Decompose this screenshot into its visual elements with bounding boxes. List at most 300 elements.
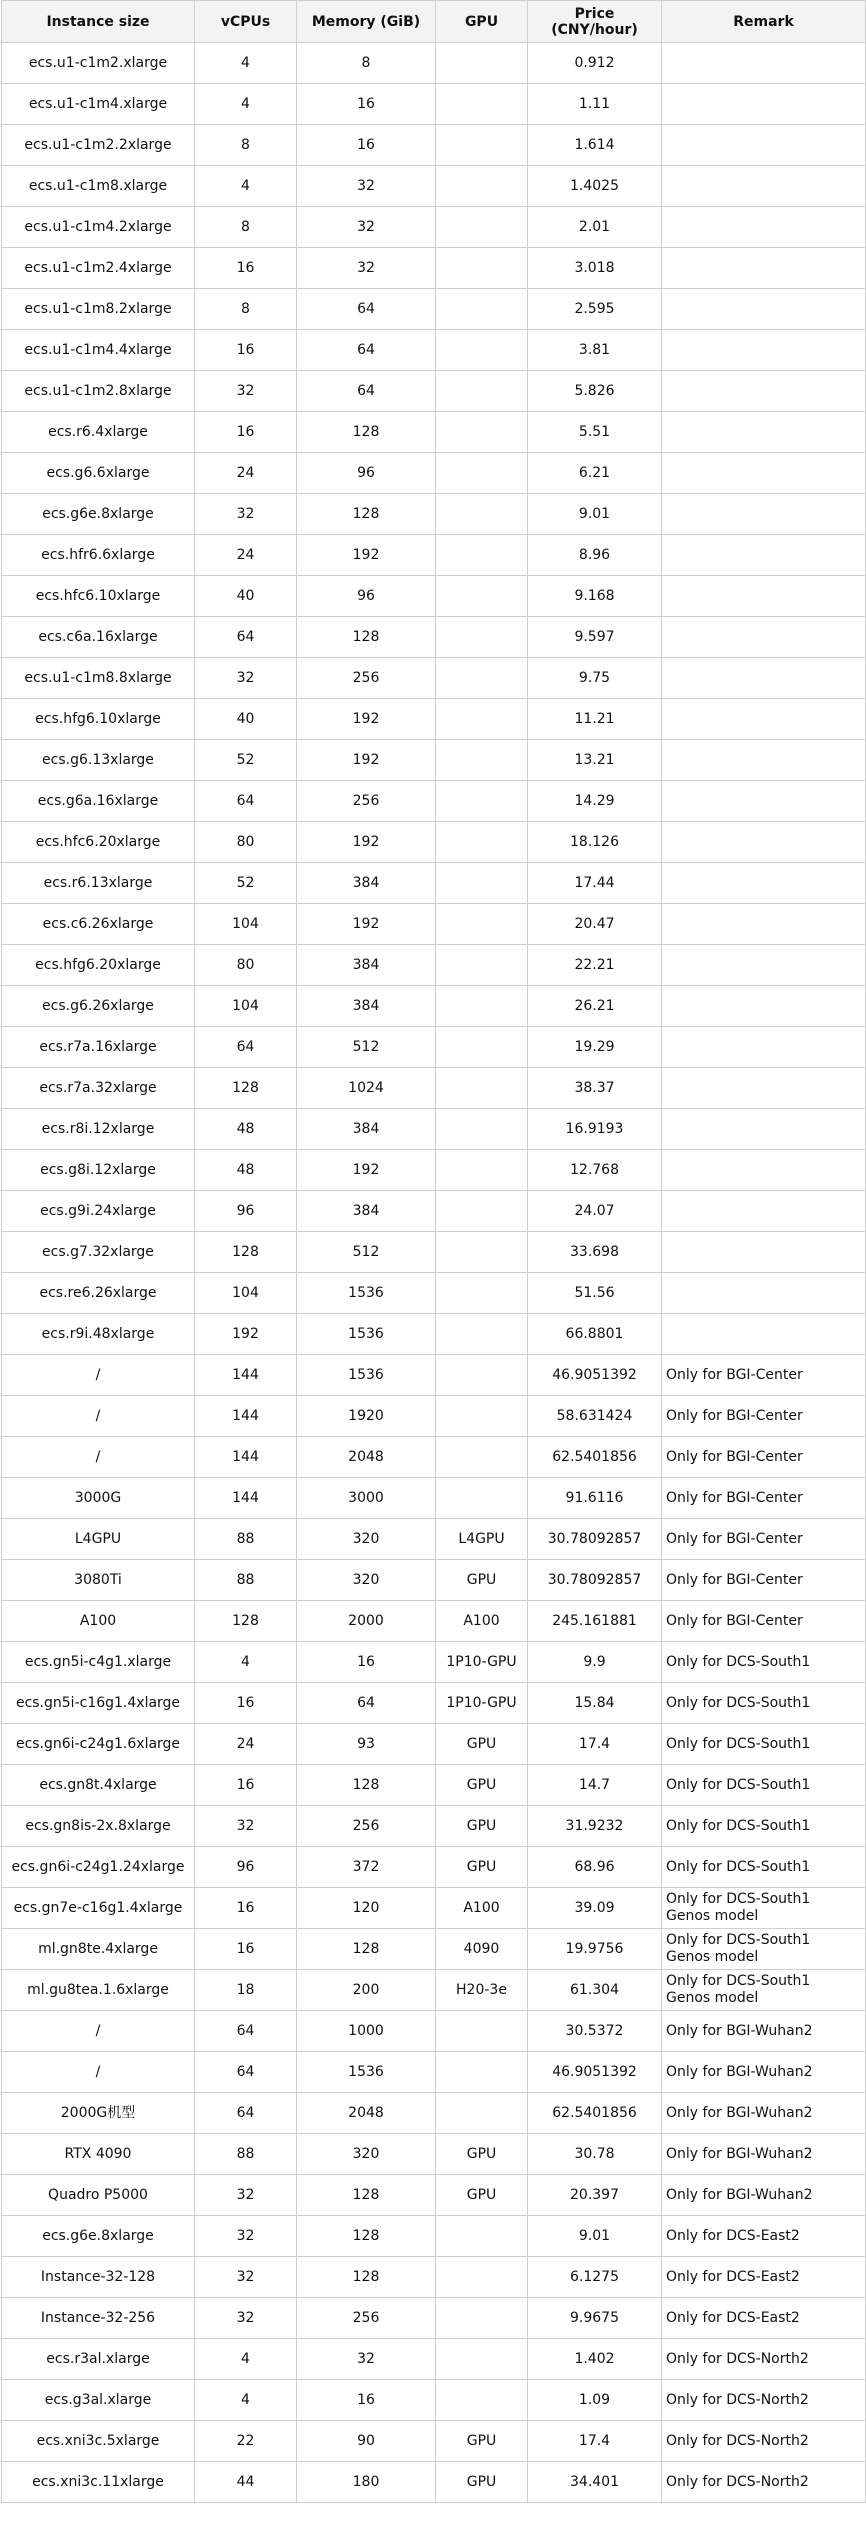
- header-price: Price (CNY/hour): [528, 1, 662, 43]
- table-row: [2, 2339, 866, 2380]
- cell-instance-size: ecs.r9i.48xlarge: [2, 1314, 195, 1355]
- table-row: [2, 2052, 866, 2093]
- cell-gpu: A100: [436, 1888, 528, 1929]
- table-row: [2, 248, 866, 289]
- cell-vcpus: 48: [195, 1109, 297, 1150]
- cell-memory: 1000: [297, 2011, 436, 2052]
- table-body: [2, 43, 866, 2503]
- cell-vcpus: 32: [195, 658, 297, 699]
- cell-gpu: [436, 412, 528, 453]
- cell-memory: 32: [297, 166, 436, 207]
- cell-instance-size: ecs.gn8t.4xlarge: [2, 1765, 195, 1806]
- cell-price: 19.29: [528, 1027, 662, 1068]
- cell-price: 19.9756: [528, 1929, 662, 1970]
- cell-price: 1.11: [528, 84, 662, 125]
- cell-price: 17.44: [528, 863, 662, 904]
- cell-remark: Only for BGI-Wuhan2: [662, 2175, 866, 2216]
- table-row: [2, 1027, 866, 1068]
- cell-gpu: [436, 945, 528, 986]
- cell-gpu: [436, 863, 528, 904]
- cell-memory: 16: [297, 2380, 436, 2421]
- cell-instance-size: Instance-32-128: [2, 2257, 195, 2298]
- cell-gpu: [436, 658, 528, 699]
- table-row: [2, 43, 866, 84]
- cell-gpu: [436, 125, 528, 166]
- cell-instance-size: ecs.gn7e-c16g1.4xlarge: [2, 1888, 195, 1929]
- cell-price: 39.09: [528, 1888, 662, 1929]
- cell-remark: Only for DCS-East2: [662, 2298, 866, 2339]
- cell-remark: [662, 125, 866, 166]
- cell-remark: [662, 1150, 866, 1191]
- cell-memory: 256: [297, 781, 436, 822]
- cell-gpu: GPU: [436, 1560, 528, 1601]
- cell-memory: 384: [297, 1109, 436, 1150]
- cell-price: 12.768: [528, 1150, 662, 1191]
- cell-gpu: [436, 166, 528, 207]
- cell-instance-size: ml.gu8tea.1.6xlarge: [2, 1970, 195, 2011]
- cell-remark: [662, 658, 866, 699]
- cell-vcpus: 24: [195, 453, 297, 494]
- cell-memory: 96: [297, 453, 436, 494]
- table-row: [2, 371, 866, 412]
- cell-instance-size: ecs.g6.26xlarge: [2, 986, 195, 1027]
- cell-instance-size: ecs.hfr6.6xlarge: [2, 535, 195, 576]
- cell-memory: 93: [297, 1724, 436, 1765]
- cell-price: 9.75: [528, 658, 662, 699]
- cell-price: 2.595: [528, 289, 662, 330]
- cell-vcpus: 44: [195, 2462, 297, 2503]
- cell-instance-size: ecs.gn6i-c24g1.24xlarge: [2, 1847, 195, 1888]
- cell-memory: 1536: [297, 1273, 436, 1314]
- cell-instance-size: 3080Ti: [2, 1560, 195, 1601]
- cell-instance-size: ecs.gn8is-2x.8xlarge: [2, 1806, 195, 1847]
- cell-vcpus: 32: [195, 371, 297, 412]
- cell-price: 6.21: [528, 453, 662, 494]
- table-row: [2, 1232, 866, 1273]
- cell-remark: Only for DCS-North2: [662, 2462, 866, 2503]
- cell-gpu: [436, 1027, 528, 1068]
- cell-price: 68.96: [528, 1847, 662, 1888]
- cell-remark: Only for BGI-Center: [662, 1355, 866, 1396]
- cell-price: 15.84: [528, 1683, 662, 1724]
- table-row: [2, 1888, 866, 1929]
- table-row: [2, 1068, 866, 1109]
- cell-instance-size: ecs.g3al.xlarge: [2, 2380, 195, 2421]
- cell-gpu: [436, 1437, 528, 1478]
- cell-gpu: [436, 494, 528, 535]
- cell-gpu: GPU: [436, 1806, 528, 1847]
- cell-price: 245.161881: [528, 1601, 662, 1642]
- cell-price: 26.21: [528, 986, 662, 1027]
- cell-vcpus: 4: [195, 1642, 297, 1683]
- cell-price: 9.9675: [528, 2298, 662, 2339]
- cell-memory: 320: [297, 1560, 436, 1601]
- cell-memory: 16: [297, 84, 436, 125]
- cell-vcpus: 32: [195, 1806, 297, 1847]
- cell-gpu: [436, 1396, 528, 1437]
- cell-memory: 512: [297, 1027, 436, 1068]
- cell-gpu: [436, 904, 528, 945]
- cell-memory: 128: [297, 2257, 436, 2298]
- cell-vcpus: 144: [195, 1396, 297, 1437]
- cell-instance-size: ecs.u1-c1m8.8xlarge: [2, 658, 195, 699]
- cell-gpu: [436, 1232, 528, 1273]
- cell-price: 66.8801: [528, 1314, 662, 1355]
- table-row: [2, 1150, 866, 1191]
- cell-remark: Only for BGI-Wuhan2: [662, 2093, 866, 2134]
- cell-vcpus: 8: [195, 125, 297, 166]
- cell-instance-size: ecs.g6a.16xlarge: [2, 781, 195, 822]
- table-row: [2, 1109, 866, 1150]
- table-row: [2, 699, 866, 740]
- cell-price: 17.4: [528, 2421, 662, 2462]
- cell-remark: Only for DCS-South1 Genos model: [662, 1929, 866, 1970]
- cell-vcpus: 104: [195, 1273, 297, 1314]
- cell-gpu: [436, 2052, 528, 2093]
- cell-gpu: [436, 2339, 528, 2380]
- table-row: [2, 617, 866, 658]
- cell-remark: [662, 781, 866, 822]
- cell-remark: [662, 453, 866, 494]
- cell-gpu: [436, 453, 528, 494]
- cell-instance-size: RTX 4090: [2, 2134, 195, 2175]
- cell-memory: 64: [297, 330, 436, 371]
- table-row: [2, 740, 866, 781]
- cell-vcpus: 32: [195, 494, 297, 535]
- cell-gpu: [436, 248, 528, 289]
- cell-memory: 180: [297, 2462, 436, 2503]
- cell-price: 8.96: [528, 535, 662, 576]
- cell-vcpus: 80: [195, 945, 297, 986]
- table-row: [2, 1314, 866, 1355]
- cell-remark: [662, 371, 866, 412]
- cell-vcpus: 40: [195, 576, 297, 617]
- cell-vcpus: 64: [195, 781, 297, 822]
- table-row: [2, 2093, 866, 2134]
- table-row: [2, 453, 866, 494]
- cell-instance-size: Instance-32-256: [2, 2298, 195, 2339]
- cell-gpu: [436, 1068, 528, 1109]
- cell-memory: 3000: [297, 1478, 436, 1519]
- cell-instance-size: A100: [2, 1601, 195, 1642]
- cell-vcpus: 192: [195, 1314, 297, 1355]
- cell-instance-size: ecs.gn6i-c24g1.6xlarge: [2, 1724, 195, 1765]
- cell-vcpus: 24: [195, 535, 297, 576]
- table-row: [2, 2134, 866, 2175]
- cell-gpu: [436, 576, 528, 617]
- cell-remark: Only for DCS-North2: [662, 2380, 866, 2421]
- cell-instance-size: ecs.g6.6xlarge: [2, 453, 195, 494]
- cell-gpu: [436, 2093, 528, 2134]
- cell-price: 9.01: [528, 2216, 662, 2257]
- cell-memory: 256: [297, 1806, 436, 1847]
- cell-remark: Only for DCS-South1 Genos model: [662, 1970, 866, 2011]
- cell-price: 62.5401856: [528, 2093, 662, 2134]
- cell-remark: Only for DCS-South1: [662, 1642, 866, 1683]
- cell-vcpus: 4: [195, 43, 297, 84]
- cell-remark: Only for BGI-Center: [662, 1560, 866, 1601]
- cell-gpu: [436, 207, 528, 248]
- cell-price: 3.018: [528, 248, 662, 289]
- cell-memory: 64: [297, 289, 436, 330]
- cell-instance-size: ml.gn8te.4xlarge: [2, 1929, 195, 1970]
- table-row: [2, 84, 866, 125]
- cell-memory: 128: [297, 412, 436, 453]
- table-row: [2, 1970, 866, 2011]
- cell-memory: 1024: [297, 1068, 436, 1109]
- cell-remark: [662, 617, 866, 658]
- header-memory: Memory (GiB): [297, 1, 436, 43]
- cell-instance-size: ecs.hfg6.20xlarge: [2, 945, 195, 986]
- cell-vcpus: 144: [195, 1478, 297, 1519]
- cell-price: 30.5372: [528, 2011, 662, 2052]
- cell-gpu: 1P10-GPU: [436, 1683, 528, 1724]
- cell-price: 9.597: [528, 617, 662, 658]
- cell-remark: [662, 822, 866, 863]
- cell-memory: 32: [297, 2339, 436, 2380]
- cell-remark: Only for DCS-East2: [662, 2216, 866, 2257]
- cell-vcpus: 64: [195, 2011, 297, 2052]
- cell-memory: 1536: [297, 1314, 436, 1355]
- cell-remark: [662, 412, 866, 453]
- cell-instance-size: ecs.g6e.8xlarge: [2, 494, 195, 535]
- cell-instance-size: ecs.re6.26xlarge: [2, 1273, 195, 1314]
- cell-memory: 384: [297, 986, 436, 1027]
- table-row: [2, 1724, 866, 1765]
- cell-price: 6.1275: [528, 2257, 662, 2298]
- cell-price: 22.21: [528, 945, 662, 986]
- cell-remark: Only for DCS-South1: [662, 1724, 866, 1765]
- cell-instance-size: ecs.g9i.24xlarge: [2, 1191, 195, 1232]
- cell-price: 46.9051392: [528, 1355, 662, 1396]
- cell-gpu: [436, 535, 528, 576]
- cell-vcpus: 128: [195, 1068, 297, 1109]
- cell-price: 30.78: [528, 2134, 662, 2175]
- cell-instance-size: ecs.r6.4xlarge: [2, 412, 195, 453]
- cell-memory: 128: [297, 1929, 436, 1970]
- cell-price: 31.9232: [528, 1806, 662, 1847]
- cell-gpu: 1P10-GPU: [436, 1642, 528, 1683]
- cell-instance-size: ecs.r7a.32xlarge: [2, 1068, 195, 1109]
- cell-price: 2.01: [528, 207, 662, 248]
- instance-pricing-table: [1, 0, 866, 2503]
- cell-instance-size: /: [2, 2011, 195, 2052]
- cell-vcpus: 40: [195, 699, 297, 740]
- cell-remark: [662, 576, 866, 617]
- cell-remark: Only for DCS-North2: [662, 2421, 866, 2462]
- cell-vcpus: 4: [195, 2380, 297, 2421]
- cell-gpu: GPU: [436, 2134, 528, 2175]
- cell-price: 18.126: [528, 822, 662, 863]
- cell-vcpus: 144: [195, 1355, 297, 1396]
- cell-vcpus: 32: [195, 2216, 297, 2257]
- cell-vcpus: 16: [195, 1888, 297, 1929]
- header-gpu: GPU: [436, 1, 528, 43]
- cell-memory: 128: [297, 494, 436, 535]
- cell-instance-size: ecs.r8i.12xlarge: [2, 1109, 195, 1150]
- cell-instance-size: ecs.hfc6.10xlarge: [2, 576, 195, 617]
- cell-vcpus: 48: [195, 1150, 297, 1191]
- cell-vcpus: 96: [195, 1191, 297, 1232]
- cell-remark: Only for BGI-Center: [662, 1519, 866, 1560]
- cell-vcpus: 64: [195, 2093, 297, 2134]
- cell-instance-size: 2000G机型: [2, 2093, 195, 2134]
- cell-price: 1.09: [528, 2380, 662, 2421]
- cell-price: 91.6116: [528, 1478, 662, 1519]
- cell-instance-size: ecs.g6e.8xlarge: [2, 2216, 195, 2257]
- table-row: [2, 822, 866, 863]
- table-row: [2, 207, 866, 248]
- cell-instance-size: ecs.c6a.16xlarge: [2, 617, 195, 658]
- cell-memory: 384: [297, 863, 436, 904]
- cell-instance-size: ecs.r7a.16xlarge: [2, 1027, 195, 1068]
- table-row: [2, 1478, 866, 1519]
- cell-gpu: [436, 2257, 528, 2298]
- cell-price: 30.78092857: [528, 1560, 662, 1601]
- table-row: [2, 986, 866, 1027]
- table-row: [2, 863, 866, 904]
- cell-price: 46.9051392: [528, 2052, 662, 2093]
- cell-memory: 192: [297, 822, 436, 863]
- cell-vcpus: 16: [195, 412, 297, 453]
- cell-memory: 256: [297, 658, 436, 699]
- cell-remark: Only for BGI-Center: [662, 1437, 866, 1478]
- cell-price: 5.51: [528, 412, 662, 453]
- cell-instance-size: /: [2, 1396, 195, 1437]
- header-remark: Remark: [662, 1, 866, 43]
- cell-gpu: [436, 330, 528, 371]
- cell-gpu: [436, 2216, 528, 2257]
- table-row: [2, 2216, 866, 2257]
- table-row: [2, 904, 866, 945]
- cell-remark: Only for DCS-South1 Genos model: [662, 1888, 866, 1929]
- cell-instance-size: ecs.u1-c1m8.2xlarge: [2, 289, 195, 330]
- cell-price: 5.826: [528, 371, 662, 412]
- cell-instance-size: Quadro P5000: [2, 2175, 195, 2216]
- table-row: [2, 658, 866, 699]
- cell-remark: [662, 166, 866, 207]
- cell-memory: 320: [297, 1519, 436, 1560]
- cell-memory: 2048: [297, 1437, 436, 1478]
- cell-remark: [662, 863, 866, 904]
- cell-instance-size: ecs.xni3c.11xlarge: [2, 2462, 195, 2503]
- cell-instance-size: ecs.u1-c1m2.xlarge: [2, 43, 195, 84]
- cell-instance-size: 3000G: [2, 1478, 195, 1519]
- cell-memory: 1920: [297, 1396, 436, 1437]
- cell-vcpus: 52: [195, 863, 297, 904]
- cell-vcpus: 88: [195, 1560, 297, 1601]
- table-row: [2, 1642, 866, 1683]
- cell-vcpus: 8: [195, 289, 297, 330]
- cell-gpu: [436, 617, 528, 658]
- cell-price: 30.78092857: [528, 1519, 662, 1560]
- cell-instance-size: ecs.g6.13xlarge: [2, 740, 195, 781]
- cell-gpu: [436, 740, 528, 781]
- cell-vcpus: 52: [195, 740, 297, 781]
- cell-instance-size: ecs.gn5i-c16g1.4xlarge: [2, 1683, 195, 1724]
- cell-memory: 320: [297, 2134, 436, 2175]
- cell-gpu: [436, 781, 528, 822]
- table-row: [2, 2257, 866, 2298]
- table-row: [2, 2011, 866, 2052]
- cell-memory: 1536: [297, 2052, 436, 2093]
- cell-remark: Only for DCS-North2: [662, 2339, 866, 2380]
- cell-vcpus: 8: [195, 207, 297, 248]
- cell-vcpus: 24: [195, 1724, 297, 1765]
- cell-gpu: GPU: [436, 1724, 528, 1765]
- cell-memory: 8: [297, 43, 436, 84]
- cell-gpu: GPU: [436, 1847, 528, 1888]
- cell-gpu: [436, 1109, 528, 1150]
- cell-memory: 372: [297, 1847, 436, 1888]
- cell-remark: [662, 1027, 866, 1068]
- cell-remark: [662, 248, 866, 289]
- cell-remark: [662, 289, 866, 330]
- cell-gpu: GPU: [436, 1765, 528, 1806]
- table-row: [2, 125, 866, 166]
- cell-gpu: [436, 1191, 528, 1232]
- cell-vcpus: 64: [195, 2052, 297, 2093]
- cell-memory: 16: [297, 125, 436, 166]
- cell-remark: [662, 945, 866, 986]
- cell-memory: 96: [297, 576, 436, 617]
- cell-remark: [662, 535, 866, 576]
- cell-vcpus: 32: [195, 2257, 297, 2298]
- cell-memory: 256: [297, 2298, 436, 2339]
- cell-memory: 120: [297, 1888, 436, 1929]
- cell-instance-size: ecs.u1-c1m8.xlarge: [2, 166, 195, 207]
- cell-vcpus: 22: [195, 2421, 297, 2462]
- cell-remark: [662, 1191, 866, 1232]
- cell-memory: 128: [297, 617, 436, 658]
- cell-gpu: [436, 1273, 528, 1314]
- cell-instance-size: /: [2, 1355, 195, 1396]
- cell-memory: 64: [297, 371, 436, 412]
- table-row: [2, 1560, 866, 1601]
- cell-vcpus: 96: [195, 1847, 297, 1888]
- cell-remark: [662, 740, 866, 781]
- cell-gpu: [436, 699, 528, 740]
- table-row: [2, 1929, 866, 1970]
- cell-gpu: GPU: [436, 2421, 528, 2462]
- cell-memory: 128: [297, 1765, 436, 1806]
- cell-price: 9.168: [528, 576, 662, 617]
- cell-instance-size: ecs.hfg6.10xlarge: [2, 699, 195, 740]
- cell-instance-size: ecs.u1-c1m2.4xlarge: [2, 248, 195, 289]
- cell-vcpus: 104: [195, 904, 297, 945]
- table-row: [2, 1191, 866, 1232]
- cell-memory: 64: [297, 1683, 436, 1724]
- table-row: [2, 781, 866, 822]
- cell-instance-size: /: [2, 2052, 195, 2093]
- cell-vcpus: 16: [195, 248, 297, 289]
- cell-vcpus: 64: [195, 1027, 297, 1068]
- table-row: [2, 1683, 866, 1724]
- cell-price: 14.7: [528, 1765, 662, 1806]
- cell-vcpus: 88: [195, 1519, 297, 1560]
- cell-price: 1.614: [528, 125, 662, 166]
- cell-vcpus: 18: [195, 1970, 297, 2011]
- cell-price: 17.4: [528, 1724, 662, 1765]
- table-row: [2, 2175, 866, 2216]
- cell-memory: 2048: [297, 2093, 436, 2134]
- cell-price: 9.9: [528, 1642, 662, 1683]
- cell-memory: 128: [297, 2175, 436, 2216]
- cell-remark: Only for BGI-Center: [662, 1478, 866, 1519]
- cell-vcpus: 16: [195, 330, 297, 371]
- cell-instance-size: /: [2, 1437, 195, 1478]
- cell-instance-size: L4GPU: [2, 1519, 195, 1560]
